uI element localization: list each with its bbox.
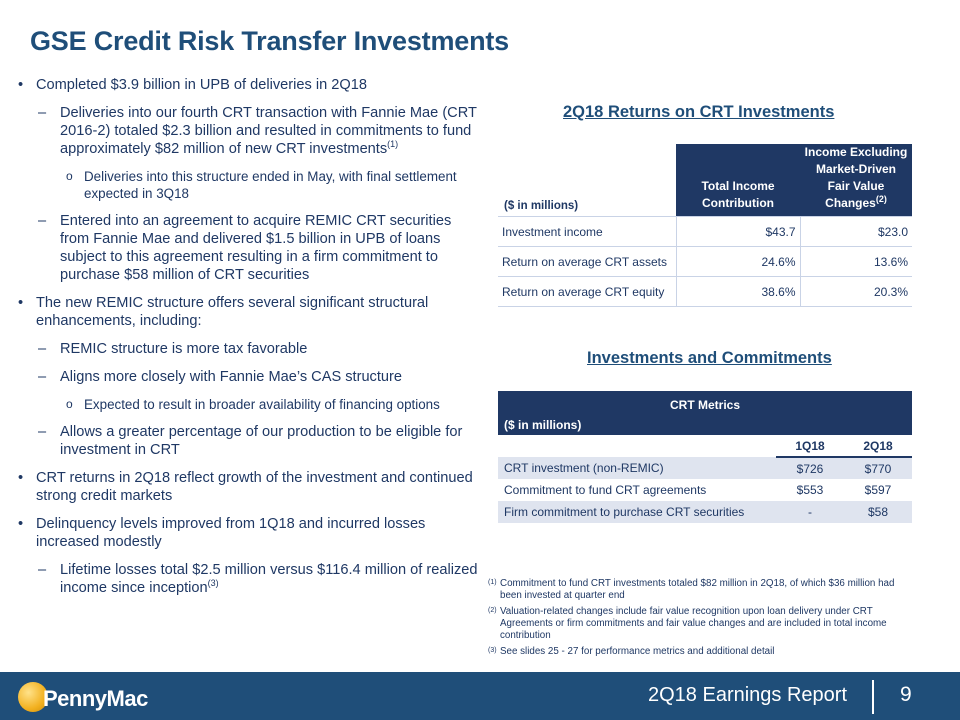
page-number: 9 (900, 683, 912, 706)
cell-value: $43.7 (676, 217, 800, 247)
returns-units-label: ($ in millions) (498, 144, 676, 217)
footnotes (488, 578, 918, 662)
returns-table-header (498, 144, 912, 217)
footer-divider (872, 680, 874, 714)
cell-value: $23.0 (800, 217, 912, 247)
cell-value: 24.6% (676, 247, 800, 277)
bullet-item: – Deliveries into our fourth CRT transaction with Fannie Mae (CRT 2016-2) totaled $2.3 billion and resulted in commitments to fund approximately $82 million of new CRT investments$^{(1)}$ (18, 104, 478, 158)
row-label: Commitment to fund CRT agreements (504, 483, 707, 497)
table-row (498, 247, 912, 277)
footnote: (3) See slides 25 - 27 for performance metrics and additional detail (488, 646, 775, 657)
cell-value: $58 (844, 501, 912, 523)
bullet-item: – Aligns more closely with Fannie Mae’s CAS structure (18, 368, 478, 386)
investments-table-header (498, 391, 912, 435)
bullet-item: – Allows a greater percentage of our production to be eligible for investment in CRT (18, 423, 478, 459)
table-row (498, 217, 912, 247)
col-2q18: 2Q18 (844, 435, 912, 457)
crt-metrics-heading: CRT Metrics (669, 398, 740, 412)
row-label: CRT investment (non-REMIC) (498, 457, 776, 479)
col-1q18: 1Q18 (776, 435, 844, 457)
pennymac-logo-text: PennyMac (43, 686, 148, 711)
bullet-item: • CRT returns in 2Q18 reflect growth of the investment and continued strong credit markets (18, 469, 478, 505)
bullet-item: • The new REMIC structure offers several significant structural enhancements, including: (18, 294, 478, 330)
table-row (498, 277, 912, 307)
table-row (498, 479, 912, 501)
cell-value: $553 (796, 483, 824, 497)
report-label: 2Q18 Earnings Report (648, 684, 848, 706)
bullet-item: o Deliveries into this structure ended in May, with final settlement expected in 3Q18 (18, 168, 478, 202)
investments-col-headers (498, 435, 912, 457)
cell-value: - (776, 501, 844, 523)
bullet-item: – REMIC structure is more tax favorable (18, 340, 478, 358)
cell-value: 20.3% (800, 277, 912, 307)
bullet-list (18, 76, 478, 607)
investments-table (498, 391, 912, 523)
bullet-item: – Lifetime losses total $2.5 million versus $116.4 million of realized income since inception$^{(3)}$ (18, 561, 478, 597)
row-label: Firm commitment to purchase CRT securities (498, 501, 776, 523)
returns-table (498, 144, 912, 307)
cell-value: $597 (864, 483, 892, 497)
col-income-excluding: Income Excluding Market-Driven Fair Value Changes$^{(2)}$ (800, 144, 912, 217)
cell-value: $770 (844, 457, 912, 479)
bullet-item: • Delinquency levels improved from 1Q18 and incurred losses increased modestly (18, 515, 478, 551)
row-label: Investment income (498, 217, 676, 247)
bullet-item: – Entered into an agreement to acquire REMIC CRT securities from Fannie Mae and delivered $1.5 billion in UPB of loans subject to this agreement resulting in a firm commitment to purchase $58 million of CRT securities (18, 212, 478, 284)
returns-section-title: 2Q18 Returns on CRT Investments (563, 103, 835, 121)
row-label: Return on average CRT assets (498, 247, 676, 277)
col-total-income: Total Income Contribution (676, 144, 800, 217)
bullet-item: • Completed $3.9 billion in UPB of deliveries in 2Q18 (18, 76, 478, 94)
cell-value: $726 (776, 457, 844, 479)
investments-section-title: Investments and Commitments (587, 349, 832, 367)
investments-units-label: ($ in millions) (504, 418, 582, 432)
cell-value: 13.6% (800, 247, 912, 277)
cell-value: 38.6% (676, 277, 800, 307)
bullet-item: o Expected to result in broader availability of financing options (18, 396, 478, 413)
footnote: (2) Valuation-related changes include fair value recognition upon loan delivery under CRT Agreements or firm commitments and fair value changes and are included in total income contribution (488, 606, 887, 641)
row-label: Return on average CRT equity (498, 277, 676, 307)
table-row (498, 501, 912, 523)
table-row (498, 457, 912, 479)
slide-title: GSE Credit Risk Transfer Investments (30, 26, 509, 56)
footnote: (1) Commitment to fund CRT investments totaled $82 million in 2Q18, of which $36 million had been invested at quarter end (488, 578, 895, 601)
